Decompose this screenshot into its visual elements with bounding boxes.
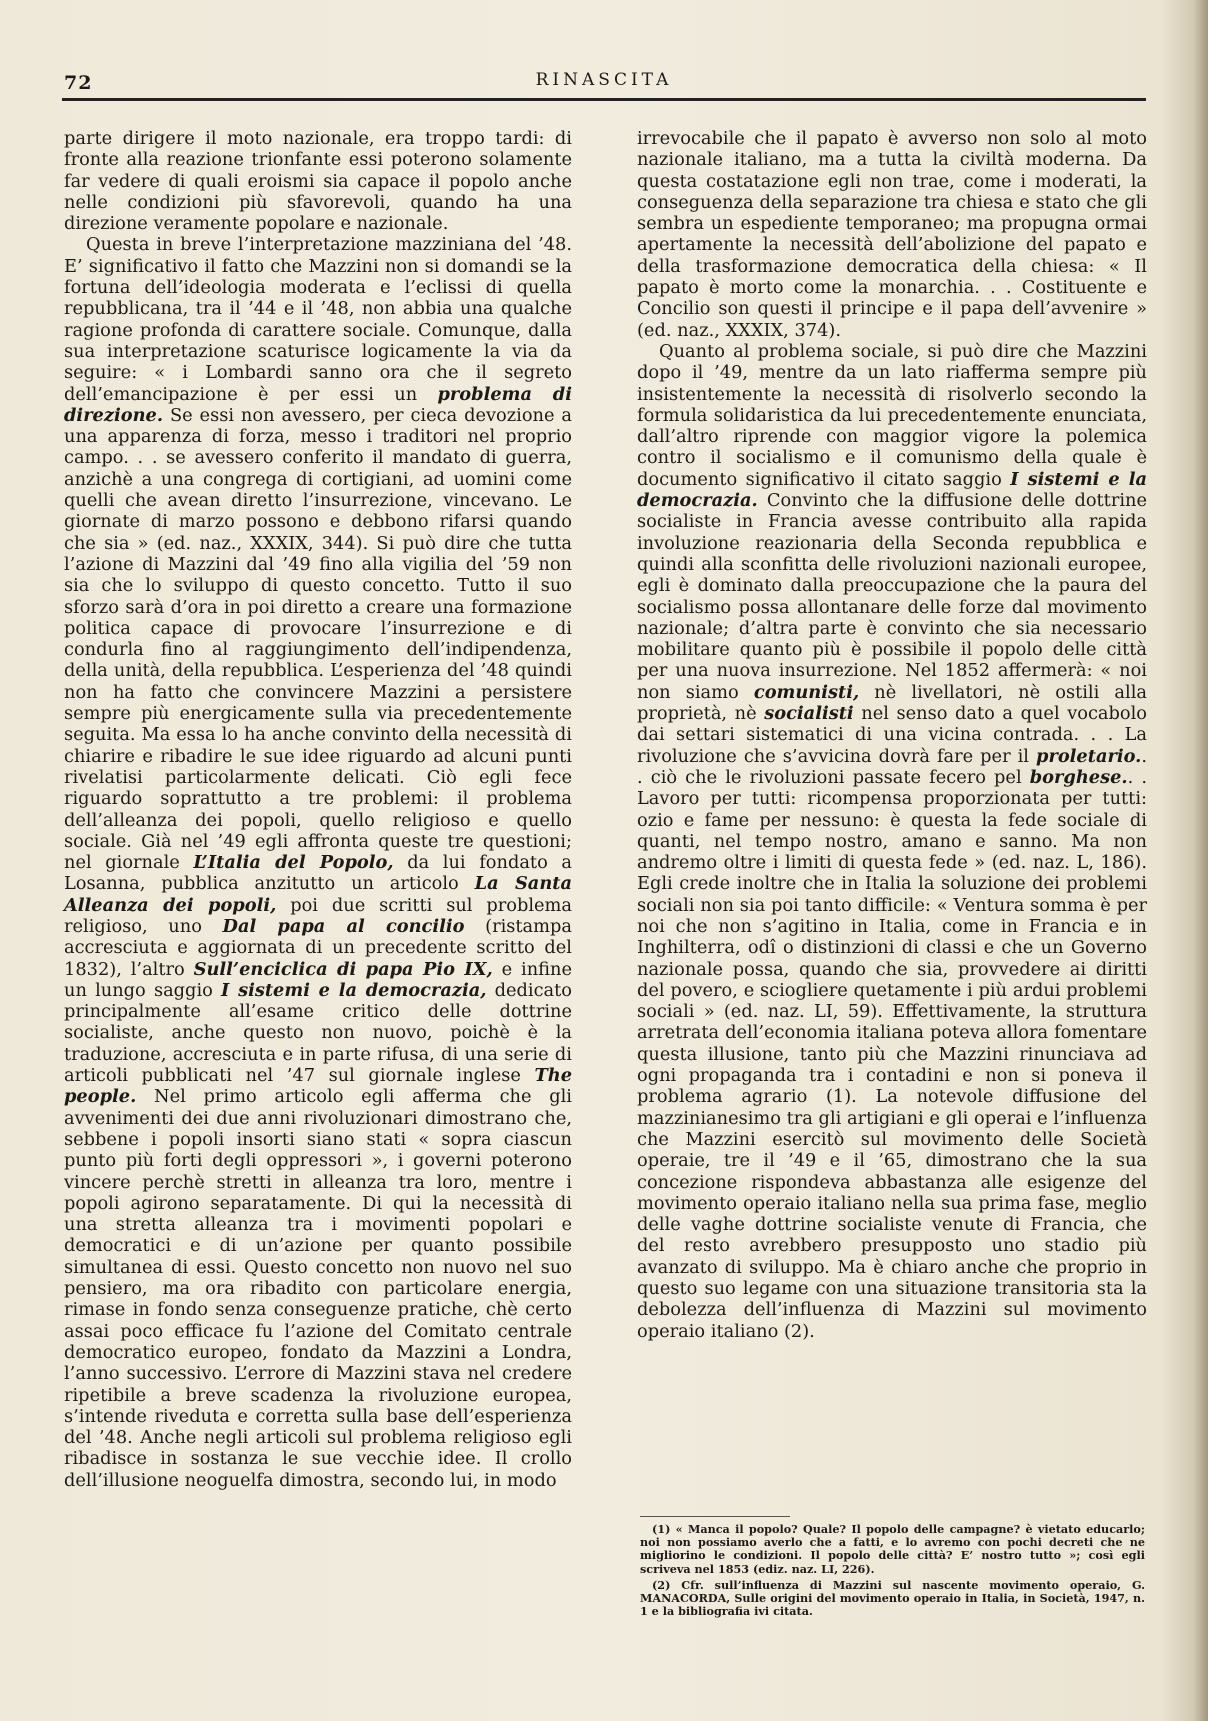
page-edge-shadow bbox=[1194, 0, 1208, 1721]
work-title: Dal papa al concilio bbox=[222, 915, 465, 937]
emphasis: proletario. bbox=[1036, 745, 1142, 767]
header-rule bbox=[62, 98, 1146, 101]
emphasis: borghese. bbox=[1029, 766, 1128, 788]
left-column bbox=[64, 128, 572, 1491]
emphasis: problema di direzione. bbox=[64, 383, 572, 426]
emphasis: socialisti bbox=[764, 703, 854, 725]
footnote: (1) « Manca il popolo? Quale? Il popolo delle campagne? è vietato educarlo; noi non possiamo averlo che a fatti, e lo avremo con pochi decreti che ne migliorino le condizioni. Il popolo delle città? E’ nostro tutto »; così egli scriveva nel 1853 (ediz. naz. LI, 226). bbox=[640, 1522, 1145, 1576]
work-title: Sull’enciclica di papa Pio IX, bbox=[193, 958, 493, 980]
journal-title: The people. bbox=[64, 1065, 573, 1108]
paragraph: Quanto al problema sociale, si può dire che Mazzini dopo il ’49, mentre da un lato riafferma sempre più insistentemente la necessità di risolverlo secondo la formula solidaristica da lui precedentemente enunciata, dall’altro riprende con maggior vigore la polemica contro il socialismo e il comunismo della quale è documento significativo il citato saggio I sistemi e la democrazia. Convinto che la diffusione delle dottrine socialiste in Francia avesse contribuito alla rapida involuzione reazionaria della Seconda repubblica e quindi alla sconfitta delle rivoluzioni nazionali europee, egli è dominato dalla preoccupazione che la paura del socialismo possa allontanare delle forze dal movimento nazionale; d’altra parte è convinto che sia necessario mobilitare quanto più è possibile il popolo delle città per una nuova insurrezione. Nel 1852 affermerà: « noi non siamo comunisti, nè livellatori, nè ostili alla proprietà, nè socialisti nel senso dato a quel vocabolo dai settari sistematici di una vicina contrada. . . La rivoluzione che s’avvicina dovrà fare per il proletario.. . ciò che le rivoluzioni passate fecero pel borghese.. . Lavoro per tutti: ricompensa proporzionata per tutti: ozio e fame per nessuno: è questa la fede sociale di quanti, nel tempo nostro, amano e sanno. Ma non andremo oltre i limiti di questa fede » (ed. naz. L, 186). Egli crede inoltre che in Italia la soluzione dei problemi sociali non sia poi tanto difficile: « Ventura somma è per noi che non s’agitino in Italia, come in Francia e in Inghilterra, odî o distinzioni di classi e che un Governo nazionale possa, quando che sia, provvedere ai diritti del povero, e sciogliere quetamente i più ardui problemi sociali » (ed. naz. LI, 59). Effettivamente, la struttura arretrata dell’economia italiana poteva allora fomentare questa illusione, tanto più che Mazzini rinunciava ad ogni propaganda tra i contadini e non si poneva il problema agrario (1). La notevole diffusione del mazzinianesimo tra gli artigiani e gli operai e l’influenza che Mazzini esercitò sul movimento delle Società operaie, tre il ’49 e il ’65, dimostrano che la sua concezione rispondeva abbastanza alle esigenze del movimento operaio italiano nella sua prima fase, meglio delle vaghe dottrine socialiste venute di Francia, che del resto avrebbero presupposto uno stadio più avanzato di sviluppo. Ma è chiaro anche che proprio in questo suo legame con una situazione transitoria sta la debolezza dell’influenza di Mazzini sul movimento operaio italiano (2). bbox=[637, 340, 1148, 1342]
emphasis: comunisti, bbox=[753, 681, 860, 703]
footnotes bbox=[640, 1523, 1145, 1621]
work-title: I sistemi e la democrazia, bbox=[221, 979, 487, 1001]
paragraph: irrevocabile che il papato è avverso non solo al moto nazionale italiano, ma a tutta la civiltà moderna. Da questa costatazione egli non trae, come i moderati, la conseguenza della separazione tra chiesa e stato che gli sembra un espediente temporaneo; ma propugna ormai apertamente la necessità dell’abolizione del papato e della trasformazione democratica della chiesa: « Il papato è morto come la monarchia. . . Costituente e Concilio son questi il principe e il papa dell’avvenire » (ed. naz., XXXIX, 374). bbox=[637, 128, 1147, 341]
article-title: La Santa Alleanza dei popoli, bbox=[64, 873, 572, 916]
footnote: (2) Cfr. sull’influenza di Mazzini sul nascente movimento operaio, G. MANACORDA, Sulle origini del movimento operaio in Italia, in Società, 1947, n. 1 e la bibliografia ivi citata. bbox=[640, 1577, 1145, 1619]
paragraph: Questa in breve l’interpretazione mazziniana del ’48. E’ significativo il fatto che Mazzini non si domandi se la fortuna dell’ideologia moderata e l’eclissi di quella repubblicana, tra il ’44 e il ’48, non abbia una qualche ragione profonda di carattere sociale. Comunque, dalla sua interpretazione scaturisce logicamente la via da seguire: « i Lombardi sanno ora che il segreto dell’emancipazione è per essi un problema di direzione. Se essi non avessero, per cieca devozione a una apparenza di forza, messo i traditori nel proprio campo. . . se avessero conferito il mandato di guerra, anzichè a una congrega di cortigiani, ad uomini come quelli che avean diretto l’insurrezione, vincevano. Le giornate di marzo possono e debbono rifarsi quando che sia » (ed. naz., XXXIX, 344). Si può dire che tutta l’azione di Mazzini dal ’49 fino alla vigilia del ’59 non sia che lo sviluppo di questo concetto. Tutto il suo sforzo sarà d’ora in poi diretto a creare una formazione politica capace di provocare l’insurrezione e di condurla fino al raggiungimento dell’indipendenza, della unità, della repubblica. L’esperienza del ’48 quindi non ha fatto che convincere Mazzini a persistere sempre più energicamente sulla via precedentemente seguita. Ma essa lo ha anche convinto della necessità di chiarire e ribadire le sue idee riguardo ad alcuni punti rivelatisi particolarmente delicati. Ciò egli fece riguardo soprattutto a tre problemi: il problema dell’alleanza dei popoli, quello religioso e quello sociale. Già nel ’49 egli affronta queste tre questioni; nel giornale L’Italia del Popolo, da lui fondato a Losanna, pubblica anzitutto un articolo La Santa Alleanza dei popoli, poi due scritti sul problema religioso, uno Dal papa al concilio (ristampa accresciuta e aggiornata di un precedente scritto del 1832), l’altro Sull’enciclica di papa Pio IX, e infine un lungo saggio I sistemi e la democrazia, dedicato principalmente all’esame critico delle dottrine socialiste, anche questo non nuovo, poichè è la traduzione, accresciuta e in parte rifusa, di una serie di articoli pubblicati nel ’47 sul giornale inglese The people. Nel primo articolo egli afferma che gli avvenimenti dei due anni rivoluzionari dimostrano che, sebbene i popoli insorti siano stati « sopra ciascun punto più forti degli oppressori », i governi poterono vincere perchè stretti in alleanza tra loro, mentre i popoli agirono separatamente. Di qui la necessità di una stretta alleanza tra i movimenti popolari e democratici e di un’azione per quanto possibile simultanea di essi. Questo concetto non nuovo nel suo pensiero, ma ora ribadito con particolare energia, rimase in fondo senza conseguenze pratiche, chè certo assai poco efficace fu l’azione del Comitato centrale democratico europeo, fondato da Mazzini a Londra, l’anno successivo. L’errore di Mazzini stava nel credere ripetibile a breve scadenza la rivoluzione europea, s’intende riveduta e corretta sulla base dell’esperienza del ’48. Anche negli articoli sul problema religioso egli ribadisce in sostanza le sue vecchie idee. Il crollo dell’illusione neoguelfa dimostra, secondo lui, in modo bbox=[64, 234, 573, 1491]
work-title: I sistemi e la democrazia. bbox=[637, 468, 1147, 512]
running-head: RINASCITA bbox=[535, 70, 673, 90]
right-column bbox=[637, 128, 1147, 1342]
journal-title: L’Italia del Popolo, bbox=[193, 852, 394, 874]
page-number: 72 bbox=[64, 72, 93, 94]
paragraph: parte dirigere il moto nazionale, era troppo tardi: di fronte alla reazione trionfante essi poterono solamente far vedere di quali eroismi sia capace il popolo anche nelle condizioni più sfavorevoli, quando ha una direzione veramente popolare e nazionale. bbox=[64, 128, 572, 235]
footnote-rule bbox=[640, 1516, 790, 1517]
